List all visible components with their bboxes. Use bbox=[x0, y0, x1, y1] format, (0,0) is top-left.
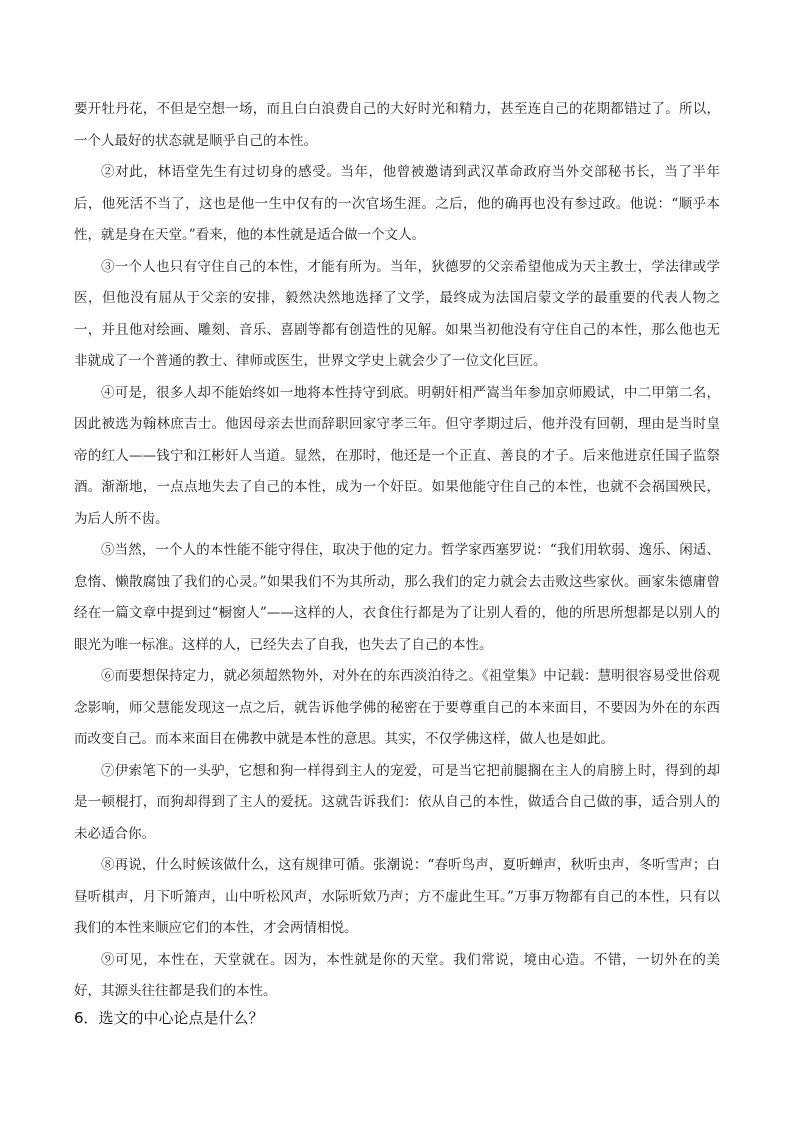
passage-text bbox=[74, 94, 720, 1008]
paragraph-3: ③一个人也只有守住自己的本性，才能有所为。当年，狄德罗的父亲希望他成为天主教士，学法律或学医，但他没有屈从于父亲的安排，毅然决然地选择了文学，最终成为法国启蒙文学的最重要的代表人物之一，并且他对绘画、雕刻、音乐、喜剧等都有创造性的见解。如果当初他没有守住自己的本性，那么他也无非就成了一个普通的教士、律师或医生，世界文学史上就会少了一位文化巨匠。 bbox=[74, 258, 720, 369]
paragraph-4: ④可是，很多人却不能始终如一地将本性持守到底。明朝奸相严嵩当年参加京师殿试，中二甲第二名，因此被选为翰林庶吉士。他因母亲去世而辞职回家守孝三年。但守孝期过后，他并没有回朝，理由是当时皇帝的红人——钱宁和江彬奸人当道。显然，在那时，他还是一个正直、善良的才子。后来他进京任国子监祭酒。渐渐地，一点点地失去了自己的本性，成为一个奸臣。如果他能守住自己的本性，也就不会祸国殃民，为后人所不齿。 bbox=[74, 384, 720, 527]
paragraph-continuation: 要开牡丹花，不但是空想一场，而且白白浪费自己的大好时光和精力，甚至连自己的花期都错过了。所以，一个人最好的状态就是顺乎自己的本性。 bbox=[74, 101, 720, 149]
paragraph-6: ⑥而要想保持定力，就必须超然物外，对外在的东西淡泊待之。《祖堂集》中记载：慧明很容易受世俗观念影响，师父慧能发现这一点之后，就告诉他学佛的秘密在于要尊重自己的本来面目，不要因为外在的东西而改变自己。而本来面目在佛教中就是本性的意思。其实，不仅学佛这样，做人也是如此。 bbox=[74, 668, 720, 747]
paragraph-5: ⑤当然，一个人的本性能不能守得住，取决于他的定力。哲学家西塞罗说：“我们用软弱、逸乐、闲适、怠惰、懒散腐蚀了我们的心灵。”如果我们不为其所动，那么我们的定力就会去击败这些家伙。画家朱德庸曾经在一篇文章中提到过“橱窗人”——这样的人，衣食住行都是为了让别人看的，他的所思所想都是以别人的眼光为唯一标准。这样的人，已经失去了自我，也失去了自己的本性。 bbox=[74, 542, 720, 653]
paragraph-8: ⑧再说，什么时候该做什么，这有规律可循。张潮说：“春听鸟声，夏听蝉声，秋听虫声，冬听雪声；白昼听棋声，月下听箫声，山中听松风声，水际听欸乃声；方不虚此生耳。”万事万物都有自己的本性，只有以我们的本性来顺应它们的本性，才会两情相悦。 bbox=[74, 857, 720, 936]
question-6: 6．选文的中心论点是什么？ bbox=[74, 1009, 264, 1027]
paragraph-7: ⑦伊索笔下的一头驴，它想和狗一样得到主人的宠爱，可是当它把前腿搁在主人的肩膀上时，得到的却是一顿棍打，而狗却得到了主人的爱抚。这就告诉我们：依从自己的本性，做适合自己做的事，适合别人的未必适合你。 bbox=[74, 762, 720, 842]
paragraph-2: ②对此，林语堂先生有过切身的感受。当年，他曾被邀请到武汉革命政府当外交部秘书长，当了半年后，他死活不当了，这也是他一生中仅有的一次官场生涯。之后，他的确再也没有参过政。他说：“顺乎本性，就是身在天堂。”看来，他的本性就是适合做一个文人。 bbox=[74, 164, 720, 243]
paragraph-9: ⑨可见，本性在，天堂就在。因为，本性就是你的天堂。我们常说，境由心造。不错，一切外在的美好，其源头往往都是我们的本性。 bbox=[74, 951, 720, 999]
